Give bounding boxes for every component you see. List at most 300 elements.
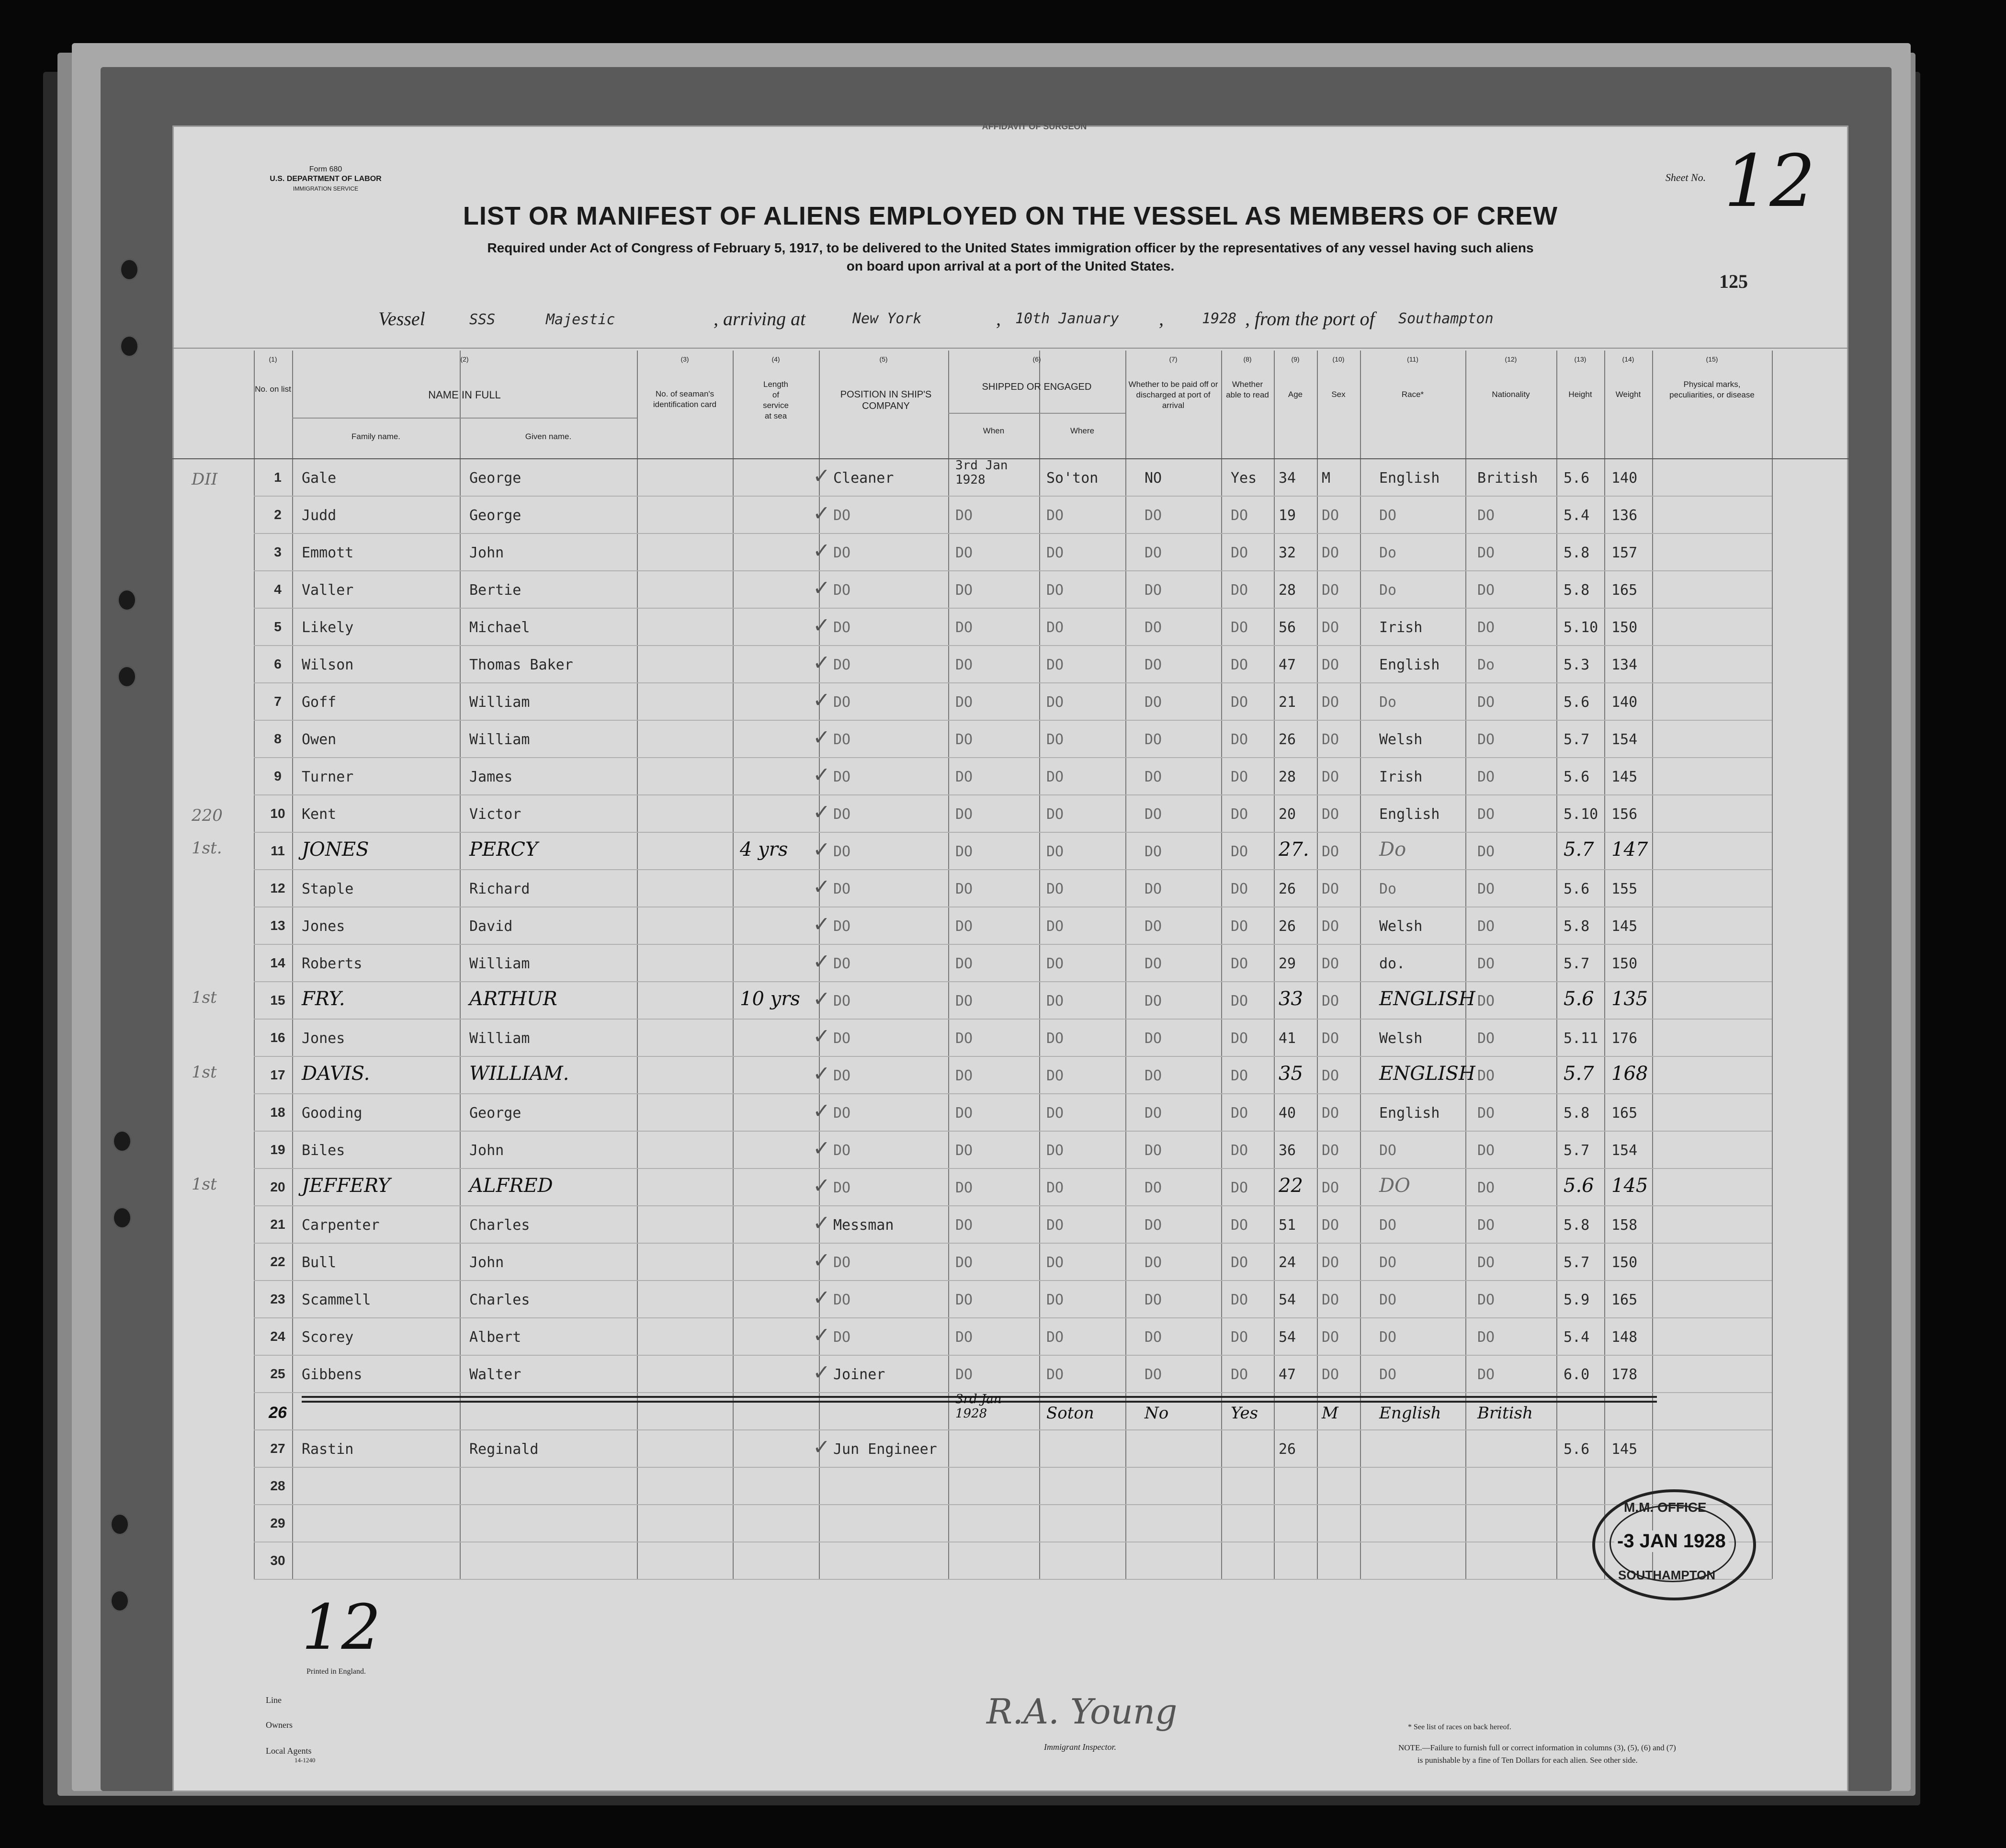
cell-margin: 1st xyxy=(192,1063,217,1082)
voyage-line: Vessel SSS Majestic , arriving at New York , 10th January , 1928 , from the port of Southampton xyxy=(378,308,1494,329)
cell-sex: DO xyxy=(1322,1067,1339,1084)
cell-read: DO xyxy=(1231,731,1248,748)
cell-given: Michael xyxy=(469,619,530,636)
cell-position: DO xyxy=(833,1030,851,1047)
col-11-header: Race* xyxy=(1401,390,1424,399)
service-label: IMMIGRATION SERVICE xyxy=(293,185,359,192)
cell-given: David xyxy=(469,918,513,935)
cell-given: George xyxy=(469,1105,521,1122)
cell-paid: DO xyxy=(1145,769,1162,785)
cell-age: 26 xyxy=(1279,1441,1296,1458)
cell-age: 32 xyxy=(1279,544,1296,561)
cell-weight: 135 xyxy=(1611,988,1648,1010)
cell-weight: 140 xyxy=(1611,694,1638,711)
cell-position: DO xyxy=(833,993,851,1009)
cell-position: Messman xyxy=(833,1217,894,1234)
cell-race: DO xyxy=(1379,1329,1397,1346)
cell-position: DO xyxy=(833,619,851,636)
cell-position: DO xyxy=(833,657,851,673)
cell-height: 5.10 xyxy=(1564,806,1598,823)
cell-height: 5.6 xyxy=(1564,1441,1590,1458)
cell-family: Emmott xyxy=(302,544,354,561)
cell-position: DO xyxy=(833,1329,851,1346)
cell-when: DO xyxy=(955,1366,973,1383)
cell-age: 36 xyxy=(1279,1142,1296,1159)
cell-family: Bull xyxy=(302,1254,337,1271)
cell-race: Welsh xyxy=(1379,918,1423,935)
cell-nationality: DO xyxy=(1477,806,1495,823)
check-mark-icon: ✓ xyxy=(814,536,829,564)
table-row xyxy=(172,720,1848,757)
cell-read: DO xyxy=(1231,507,1248,524)
arrival-date: 10th January xyxy=(1015,310,1119,327)
cell-no: 28 xyxy=(270,1478,285,1493)
cell-given: John xyxy=(469,1142,504,1159)
cell-read: DO xyxy=(1231,1329,1248,1346)
cell-no: 7 xyxy=(274,694,282,709)
cell-no: 12 xyxy=(270,881,285,896)
cell-family: Scorey xyxy=(302,1329,354,1346)
cell-age: 28 xyxy=(1279,582,1296,599)
cell-where: DO xyxy=(1046,881,1064,897)
cell-height: 5.6 xyxy=(1564,470,1590,487)
cell-weight: 145 xyxy=(1611,918,1638,935)
cell-when: DO xyxy=(955,1254,973,1271)
cell-when: DO xyxy=(955,582,973,599)
check-mark-icon: ✓ xyxy=(814,1283,829,1311)
cell-family: Gale xyxy=(302,470,337,487)
cell-position: Joiner xyxy=(833,1366,885,1383)
cell-nationality: DO xyxy=(1477,1179,1495,1196)
cell-race: DO xyxy=(1379,1217,1397,1234)
cell-race: Do xyxy=(1379,694,1397,711)
check-mark-icon: ✓ xyxy=(814,947,829,975)
department-label: U.S. DEPARTMENT OF LABOR xyxy=(270,175,382,183)
cell-where: So'ton xyxy=(1046,470,1099,487)
cell-margin: 220 xyxy=(192,806,223,825)
subheader-rule xyxy=(948,413,1125,414)
cell-height: 6.0 xyxy=(1564,1366,1590,1383)
cell-no: 29 xyxy=(270,1516,285,1531)
cell-family: Likely xyxy=(302,619,354,636)
cell-age: 33 xyxy=(1279,988,1303,1010)
cell-sex: DO xyxy=(1322,619,1339,636)
cell-read: DO xyxy=(1231,1067,1248,1084)
cell-sex: DO xyxy=(1322,806,1339,823)
cell-weight: 134 xyxy=(1611,657,1638,673)
cell-weight: 155 xyxy=(1611,881,1638,897)
line-label: Line xyxy=(266,1695,282,1705)
cell-paid: DO xyxy=(1145,993,1162,1009)
cell-read: Yes xyxy=(1231,470,1257,487)
page-number: 125 xyxy=(1719,271,1748,292)
cell-weight: 147 xyxy=(1611,839,1648,861)
cell-read: DO xyxy=(1231,619,1248,636)
cell-read: DO xyxy=(1231,544,1248,561)
cell-no: 24 xyxy=(270,1329,285,1344)
sheet-label: Sheet No. xyxy=(1665,171,1706,183)
cell-position: DO xyxy=(833,582,851,599)
col-1-number: (1) xyxy=(269,355,277,363)
cell-no: 21 xyxy=(270,1217,285,1232)
cell-age: 54 xyxy=(1279,1292,1296,1308)
cell-weight: 154 xyxy=(1611,731,1638,748)
cell-age: 35 xyxy=(1279,1063,1303,1085)
cell-weight: 145 xyxy=(1611,769,1638,785)
cell-paid: DO xyxy=(1145,1254,1162,1271)
table-row xyxy=(172,1355,1848,1392)
cell-family: Owen xyxy=(302,731,337,748)
table-row xyxy=(172,1429,1848,1467)
binder-hole xyxy=(110,1513,129,1535)
cell-race: do. xyxy=(1379,955,1405,972)
cell-height: 5.6 xyxy=(1564,881,1590,897)
cell-race: English xyxy=(1379,1404,1441,1423)
cell-margin: 1st xyxy=(192,988,217,1007)
cell-no: 18 xyxy=(270,1105,285,1120)
cell-family: Judd xyxy=(302,507,337,524)
cell-no: 13 xyxy=(270,918,285,933)
cell-no: 20 xyxy=(270,1179,285,1194)
cell-sex: DO xyxy=(1322,769,1339,785)
cell-given: ARTHUR xyxy=(469,988,557,1010)
cell-where: DO xyxy=(1046,769,1064,785)
col-14-number: (14) xyxy=(1622,355,1634,363)
binder-hole xyxy=(120,259,139,281)
cell-sex: DO xyxy=(1322,657,1339,673)
cell-age: 34 xyxy=(1279,470,1296,487)
col-13-number: (13) xyxy=(1574,355,1587,363)
cell-read: DO xyxy=(1231,1142,1248,1159)
cell-height: 5.6 xyxy=(1564,988,1594,1010)
cell-paid: DO xyxy=(1145,1030,1162,1047)
cell-where: DO xyxy=(1046,1142,1064,1159)
cell-read: Yes xyxy=(1231,1404,1258,1423)
col-6b-header: Where xyxy=(1070,426,1095,435)
cell-given: William xyxy=(469,694,530,711)
cell-family: JEFFERY xyxy=(302,1175,391,1197)
cell-nationality: DO xyxy=(1477,1030,1495,1047)
cell-no: 14 xyxy=(270,955,285,970)
cell-paid: DO xyxy=(1145,806,1162,823)
cell-when: DO xyxy=(955,1217,973,1234)
cell-sex: DO xyxy=(1322,1105,1339,1122)
table-row xyxy=(172,869,1848,907)
cell-paid: DO xyxy=(1145,1142,1162,1159)
port-office-stamp xyxy=(1592,1489,1756,1600)
cell-age: 40 xyxy=(1279,1105,1296,1122)
cell-no: 5 xyxy=(274,619,282,634)
col-11-number: (11) xyxy=(1407,355,1418,363)
cell-no: 25 xyxy=(270,1366,285,1381)
sheet-number: 12 xyxy=(1724,140,1815,223)
cell-paid: No xyxy=(1145,1404,1169,1423)
cell-weight: 136 xyxy=(1611,507,1638,524)
cell-weight: 165 xyxy=(1611,1105,1638,1122)
cell-when: DO xyxy=(955,1329,973,1346)
cell-read: DO xyxy=(1231,769,1248,785)
cell-sex: DO xyxy=(1322,993,1339,1009)
cell-family: Gooding xyxy=(302,1105,363,1122)
cell-paid: DO xyxy=(1145,582,1162,599)
cell-height: 5.8 xyxy=(1564,544,1590,561)
cell-position: Cleaner xyxy=(833,470,894,487)
cell-read: DO xyxy=(1231,881,1248,897)
cell-sex: DO xyxy=(1322,1142,1339,1159)
cell-service: 10 yrs xyxy=(740,988,800,1010)
binder-hole xyxy=(117,666,136,688)
table-row xyxy=(172,1392,1848,1429)
vessel-name: Majestic xyxy=(546,311,615,328)
cell-given: John xyxy=(469,1254,504,1271)
col-8-header: Whether able to read xyxy=(1226,380,1269,399)
cell-family: Jones xyxy=(302,1030,345,1047)
cell-when: DO xyxy=(955,1105,973,1122)
cell-nationality: DO xyxy=(1477,955,1495,972)
cell-race: Do xyxy=(1379,839,1406,861)
cell-sex: DO xyxy=(1322,507,1339,524)
table-row xyxy=(172,1093,1848,1131)
cell-family: Scammell xyxy=(302,1292,371,1308)
check-mark-icon: ✓ xyxy=(814,685,829,713)
cell-position: DO xyxy=(833,806,851,823)
table-row xyxy=(172,1467,1848,1504)
printed-label: Printed in England. xyxy=(306,1667,366,1676)
form-number: Form 680 xyxy=(309,165,342,173)
cell-when: DO xyxy=(955,1292,973,1308)
cell-where: DO xyxy=(1046,1179,1064,1196)
cell-given: James xyxy=(469,769,513,785)
cell-margin: DII xyxy=(192,470,218,489)
subheader-rule xyxy=(292,418,637,419)
penalty-note-2: is punishable by a fine of Ten Dollars for each alien. See other side. xyxy=(1417,1756,1638,1765)
cell-paid: DO xyxy=(1145,918,1162,935)
table-row xyxy=(172,944,1848,981)
cell-family: Rastin xyxy=(302,1441,354,1458)
table-row xyxy=(172,1019,1848,1056)
cell-no: 17 xyxy=(270,1067,285,1082)
cell-height: 5.8 xyxy=(1564,582,1590,599)
table-row xyxy=(172,458,1848,496)
cell-read: DO xyxy=(1231,582,1248,599)
table-row xyxy=(172,682,1848,720)
cell-where: DO xyxy=(1046,955,1064,972)
cell-nationality: DO xyxy=(1477,1105,1495,1122)
cell-family: Kent xyxy=(302,806,337,823)
cell-height: 5.10 xyxy=(1564,619,1598,636)
cell-position: DO xyxy=(833,843,851,860)
cell-position: DO xyxy=(833,955,851,972)
cell-family: JONES xyxy=(302,839,369,861)
check-mark-icon: ✓ xyxy=(814,1021,829,1049)
cell-height: 5.6 xyxy=(1564,1175,1594,1197)
cell-paid: DO xyxy=(1145,544,1162,561)
stamp-date: -3 JAN 1928 xyxy=(1614,1531,1729,1552)
inspector-signature: R.A. Young xyxy=(986,1691,1178,1732)
penalty-note-1: NOTE.—Failure to furnish full or correct information in columns (3), (5), (6) and (7) xyxy=(1398,1743,1676,1752)
col-10-header: Sex xyxy=(1331,390,1346,399)
check-mark-icon: ✓ xyxy=(814,1171,829,1199)
cell-age: 56 xyxy=(1279,619,1296,636)
cell-where: DO xyxy=(1046,694,1064,711)
page-title: LIST OR MANIFEST OF ALIENS EMPLOYED ON THE VESSEL AS MEMBERS OF CREW xyxy=(463,202,1558,230)
cell-age: 27. xyxy=(1279,839,1309,861)
check-mark-icon: ✓ xyxy=(814,984,829,1012)
cell-height: 5.3 xyxy=(1564,657,1590,673)
cell-paid: DO xyxy=(1145,657,1162,673)
cell-when: 3rd Jan 1928 xyxy=(955,458,1008,487)
cell-family: Goff xyxy=(302,694,337,711)
check-mark-icon: ✓ xyxy=(814,1432,829,1460)
cell-weight: 157 xyxy=(1611,544,1638,561)
cell-height: 5.6 xyxy=(1564,769,1590,785)
table-row xyxy=(172,907,1848,944)
cell-paid: DO xyxy=(1145,1067,1162,1084)
subtitle-line-1: Required under Act of Congress of February 5, 1917, to be delivered to the United States immigration officer by the representatives of any vessel having such aliens xyxy=(487,240,1534,255)
cell-when: DO xyxy=(955,1067,973,1084)
cell-height: 5.11 xyxy=(1564,1030,1598,1047)
cell-where: DO xyxy=(1046,918,1064,935)
cell-given: George xyxy=(469,507,521,524)
cell-when: DO xyxy=(955,619,973,636)
cell-race: Do xyxy=(1379,544,1397,561)
cell-age: 19 xyxy=(1279,507,1296,524)
cell-nationality: DO xyxy=(1477,619,1495,636)
cell-margin: 1st. xyxy=(192,839,222,858)
table-row xyxy=(172,1243,1848,1280)
from-port: Southampton xyxy=(1398,310,1494,327)
check-mark-icon: ✓ xyxy=(814,835,829,862)
table-row xyxy=(172,1280,1848,1317)
cell-read: DO xyxy=(1231,694,1248,711)
cell-weight: 165 xyxy=(1611,1292,1638,1308)
col-3-header: No. of seaman's identification card xyxy=(653,389,717,409)
cell-no: 1 xyxy=(274,470,282,485)
cell-given: Reginald xyxy=(469,1441,539,1458)
cell-read: DO xyxy=(1231,1254,1248,1271)
cell-no: 9 xyxy=(274,769,282,783)
cell-race: Irish xyxy=(1379,619,1423,636)
cell-nationality: DO xyxy=(1477,582,1495,599)
cell-where: DO xyxy=(1046,657,1064,673)
inspector-label: Immigrant Inspector. xyxy=(1044,1742,1116,1752)
cell-position: DO xyxy=(833,731,851,748)
col-2b-header: Given name. xyxy=(525,432,572,441)
cell-given: William xyxy=(469,1030,530,1047)
check-mark-icon: ✓ xyxy=(814,723,829,750)
cell-position: DO xyxy=(833,1292,851,1308)
cell-nationality: DO xyxy=(1477,1142,1495,1159)
cell-where: DO xyxy=(1046,1217,1064,1234)
cell-sex: DO xyxy=(1322,1030,1339,1047)
col-5-number: (5) xyxy=(879,355,888,363)
cell-race: DO xyxy=(1379,1175,1410,1197)
cell-weight: 176 xyxy=(1611,1030,1638,1047)
table-row xyxy=(172,757,1848,794)
cell-paid: DO xyxy=(1145,1179,1162,1196)
table-row xyxy=(172,794,1848,832)
cell-paid: NO xyxy=(1145,470,1162,487)
cell-height: 5.9 xyxy=(1564,1292,1590,1308)
cell-age: 26 xyxy=(1279,731,1296,748)
arriving-label: , arriving at xyxy=(714,308,806,329)
cell-when: DO xyxy=(955,881,973,897)
check-mark-icon: ✓ xyxy=(814,499,829,526)
cell-where: DO xyxy=(1046,1254,1064,1271)
cell-no: 4 xyxy=(274,582,282,597)
check-mark-icon: ✓ xyxy=(814,1358,829,1385)
col-2a-header: Family name. xyxy=(351,432,401,441)
binder-hole xyxy=(110,1590,129,1612)
cell-given: PERCY xyxy=(469,839,538,861)
cell-sex: DO xyxy=(1322,1179,1339,1196)
table-row xyxy=(172,645,1848,682)
cell-family: Gibbens xyxy=(302,1366,363,1383)
check-mark-icon: ✓ xyxy=(814,611,829,638)
cell-sex: DO xyxy=(1322,1292,1339,1308)
cell-height: 5.7 xyxy=(1564,1063,1594,1085)
cell-where: DO xyxy=(1046,731,1064,748)
cell-given: George xyxy=(469,470,521,487)
cell-nationality: DO xyxy=(1477,1292,1495,1308)
cell-height: 5.7 xyxy=(1564,839,1594,861)
cell-sex: DO xyxy=(1322,1217,1339,1234)
cell-when: DO xyxy=(955,806,973,823)
cell-where: DO xyxy=(1046,1366,1064,1383)
cell-age: 29 xyxy=(1279,955,1296,972)
cell-nationality: DO xyxy=(1477,843,1495,860)
cell-sex: DO xyxy=(1322,881,1339,897)
cell-position: DO xyxy=(833,1254,851,1271)
cell-paid: DO xyxy=(1145,881,1162,897)
col-15-header: Physical marks, peculiarities, or disease xyxy=(1669,380,1755,399)
cell-no: 6 xyxy=(274,657,282,671)
cell-given: Thomas Baker xyxy=(469,657,573,673)
binder-hole xyxy=(113,1207,132,1229)
binder-hole xyxy=(120,335,139,357)
check-mark-icon: ✓ xyxy=(814,1134,829,1161)
cell-nationality: Do xyxy=(1477,657,1495,673)
cell-when: DO xyxy=(955,657,973,673)
cell-read: DO xyxy=(1231,1030,1248,1047)
cell-margin: 1st xyxy=(192,1175,217,1194)
cell-race: Do xyxy=(1379,881,1397,897)
cell-height: 5.7 xyxy=(1564,731,1590,748)
cell-read: DO xyxy=(1231,1217,1248,1234)
cell-no: 8 xyxy=(274,731,282,746)
check-mark-icon: ✓ xyxy=(814,1246,829,1273)
table-row xyxy=(172,1317,1848,1355)
cell-position: DO xyxy=(833,544,851,561)
cell-family: Roberts xyxy=(302,955,363,972)
cell-weight: 154 xyxy=(1611,1142,1638,1159)
cell-read: DO xyxy=(1231,993,1248,1009)
cell-sex: DO xyxy=(1322,955,1339,972)
cell-family: Staple xyxy=(302,881,354,897)
table-top-rule xyxy=(172,348,1848,349)
cell-given: Charles xyxy=(469,1292,530,1308)
cell-weight: 150 xyxy=(1611,955,1638,972)
cell-read: DO xyxy=(1231,806,1248,823)
cell-where: DO xyxy=(1046,1292,1064,1308)
cell-nationality: DO xyxy=(1477,1217,1495,1234)
cell-given: Victor xyxy=(469,806,521,823)
binder-hole xyxy=(113,1130,132,1152)
col-15-number: (15) xyxy=(1706,355,1718,363)
cell-nationality: British xyxy=(1477,1404,1533,1423)
col-9-number: (9) xyxy=(1291,355,1300,363)
cell-when: DO xyxy=(955,731,973,748)
